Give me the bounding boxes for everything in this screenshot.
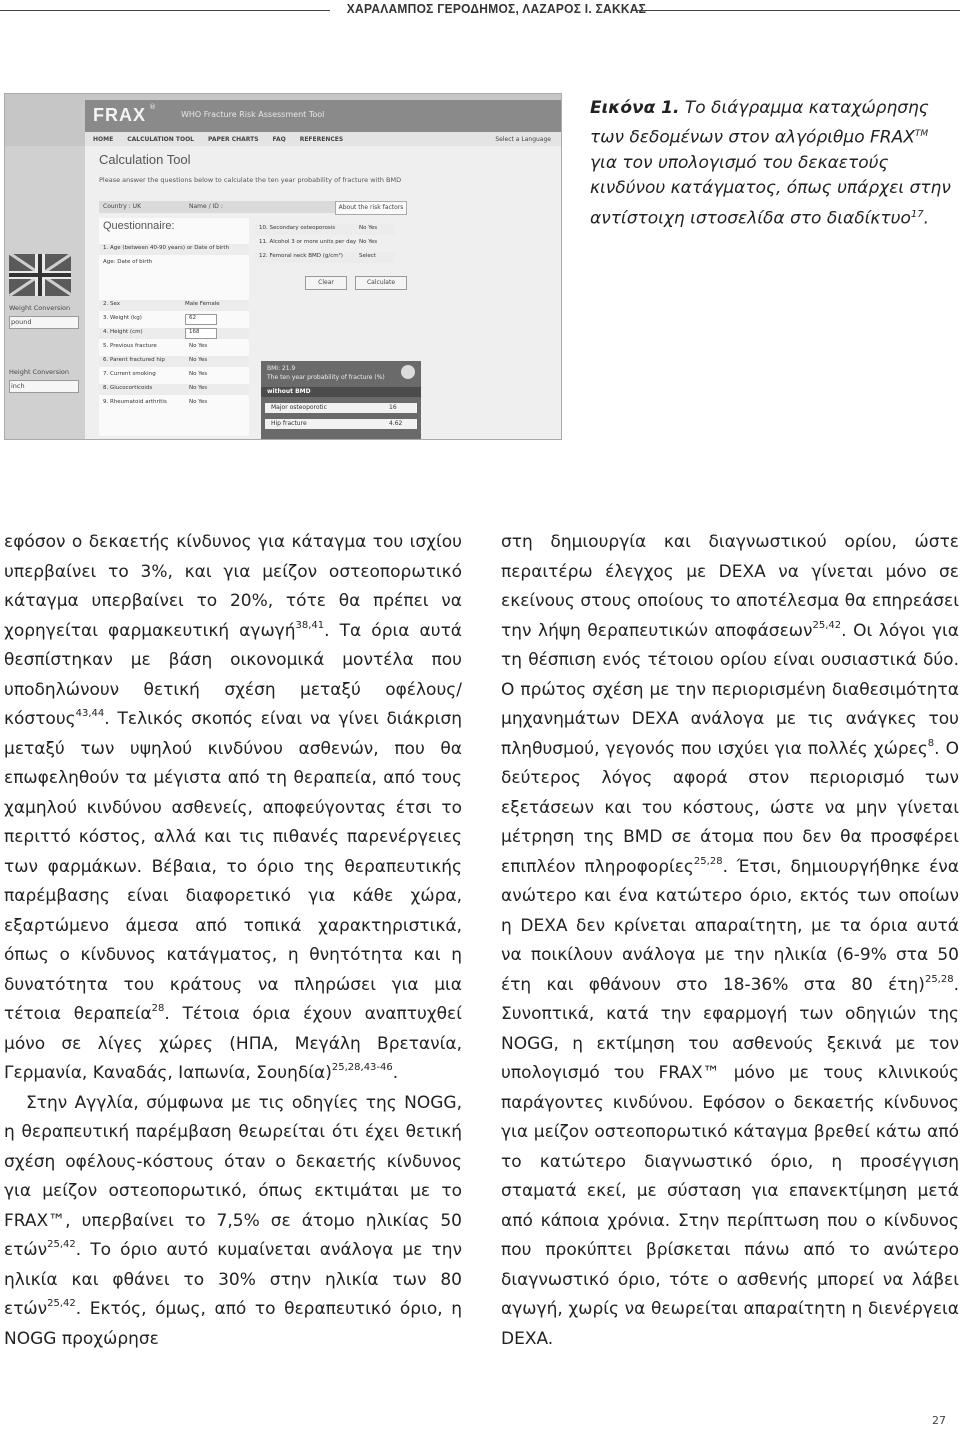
question-label: 4. Height (cm) [103, 329, 143, 335]
caption-label: Εικόνα 1. [590, 98, 680, 118]
gauge-icon [401, 365, 415, 379]
weight-conversion-label: Weight Conversion [9, 304, 71, 312]
question-label: 8. Glucocorticoids [103, 385, 153, 391]
question-label: 9. Rheumatoid arthritis [103, 399, 167, 405]
frax-logo: FRAX [93, 105, 146, 125]
frax-nav-faq: FAQ [272, 135, 286, 143]
caption-text: για τον υπολογισμό του δεκαετούς κινδύνου κατάγματος, όπως υπάρχει στην αντίστοιχη ιστοσελίδα στο διαδίκτυο [590, 152, 951, 229]
caption-end: . [923, 208, 929, 229]
paragraph-text: Στην Αγγλία, σύμφωνα με τις οδηγίες της NOGG, η θεραπευτική παρέμβαση θεωρείται ότι έχει θετική σχέση οφέλους-κόστους όταν ο δεκαετής κίνδυνος για μείζον οστεοπορωτικό, όπως εκτιμάται με το FRAX™, υπερβαίνει το 7,5% σε άτομο ηλικίας 50 ετών [4, 1092, 462, 1260]
question-label: 1. Age (between 40-90 years) or Date of birth [103, 245, 230, 251]
running-head-authors: ΧΑΡΑΛΑΜΠΟΣ ΓΕΡΟΔΗΜΟΣ, ΛΑΖΑΡΟΣ Ι. ΣΑΚΚΑΣ [346, 1, 647, 16]
question-row [255, 238, 395, 249]
question-options: No Yes [189, 385, 208, 391]
paragraph-text: . Το όριο αυτό κυμαίνεται ανάλογα με την ηλικία και φθάνει το 30% στην ηλικία των 80 ετών [4, 1240, 462, 1319]
paragraph-text: . Έτσι, δημιουργήθηκε ένα ανώτερο και ένα κατώτερο όριο, εκτός των οποίων η DEXA δεν κρίνεται απαραίτητη, με τα όρια αυτά να ποικίλουν ανάλογα με την ηλικία (6-9% στα 50 έτη και φθάνουν στο 18-36% στα 80 έτη) [501, 856, 959, 995]
frax-subtitle: WHO Fracture Risk Assessment Tool [181, 110, 325, 119]
figure-frax-screenshot [4, 93, 562, 440]
frax-header [85, 100, 561, 132]
result-row [265, 419, 417, 429]
question-label: 11. Alcohol 3 or more units per day [259, 239, 357, 245]
calculation-instructions: Please answer the questions below to calculate the ten year probability of fracture with BMD [99, 176, 402, 184]
citation: 25,42 [47, 1239, 76, 1250]
question-row [99, 370, 249, 381]
frax-main-panel [85, 146, 561, 439]
paragraph-text: . [392, 1063, 399, 1083]
paragraph-text: . Τα όρια αυτά θεσπίστηκαν με βάση οικονομικά μοντέλα που υποδηλώνουν θετική σχέση μεταξύ οφέλους/κόστους [4, 620, 463, 729]
uk-flag-icon [9, 254, 71, 296]
question-row [99, 342, 249, 353]
question-row [99, 258, 249, 269]
header-rule-right [632, 10, 960, 11]
question-label: 12. Femoral neck BMD (g/cm²) [259, 253, 343, 259]
paragraph [4, 1089, 462, 1355]
page-number: 27 [932, 1414, 946, 1427]
paragraph [501, 528, 959, 1354]
result-value: 4.62 [389, 420, 403, 427]
frax-nav [85, 132, 561, 146]
questionnaire-panel [99, 218, 249, 436]
paragraph-text: . Συνοπτικά, κατά την εφαρμογή των οδηγιών της NOGG, η εκτίμηση του ασθενούς ξεκινά με τον υπολογισμό του FRAX™ μόνο με τους κλινικούς παράγοντες κινδύνου. Εφόσον ο δεκαετής κίνδυνος για μείζον οστεοπορωτικό κάταγμα βρεθεί κάτω από το κατώτερο διαγνωστικό όριο, η προσέγγιση σταματά εκεί, με σύσταση για επανεκτίμηση μετά από κάποια χρόνια. Στην περίπτωση που ο κίνδυνος που προκύπτει βρίσκεται πάνω από το ανώτερο διαγνωστικό όριο, τότε ο ασθενής μπορεί να λάβει αγωγή, χωρίς να θεωρείται απαραίτητη η διενέργεια DEXA. [501, 974, 959, 1349]
result-row [265, 403, 417, 413]
question-row [99, 328, 249, 339]
question-options: No Yes [189, 357, 208, 363]
paragraph-text: εφόσον ο δεκαετής κίνδυνος για κάταγμα του ισχίου υπερβαίνει το 3%, και για μείζον οστεοπορωτικό κάταγμα υπερβαίνει το 20%, τότε θα πρέπει να χορηγείται φαρμακευτική αγωγή [4, 532, 462, 641]
calculate-button: Calculate [355, 276, 407, 290]
paragraph-text: . Οι λόγοι για τη θέσπιση ενός τέτοιου ορίου είναι ουσιαστικά δύο. Ο πρώτος σχέση με την περιορισμένη διαθεσιμότητα μηχανημάτων DEXA ανάλογα με τις ανάγκες του πληθυσμού, γεγονός που ισχύει για πολλές χώρες [501, 620, 959, 759]
question-row [99, 300, 249, 311]
height-value: 168 [189, 329, 200, 335]
caption-reference: 17 [910, 208, 924, 220]
weight-unit-label: pound [11, 318, 32, 326]
paragraph [4, 528, 462, 1089]
frax-language-select: Select a Language [495, 135, 551, 143]
citation: 25,42 [47, 1298, 76, 1309]
question-label: 7. Current smoking [103, 371, 156, 377]
height-unit-label: inch [11, 382, 25, 390]
question-row [99, 398, 249, 409]
caption-text: Το διάγραμμα καταχώρησης των δεδομένων στον αλγόριθμο FRAX [590, 98, 929, 148]
citation: 43,44 [75, 708, 105, 719]
citation: 25,28,43-46 [331, 1062, 393, 1073]
citation: 38,41 [295, 619, 325, 631]
body-column-right [501, 528, 959, 1354]
question-options: No Yes [189, 371, 208, 377]
result-label: Major osteoporotic [271, 404, 327, 411]
citation: 25,28 [693, 855, 723, 867]
question-label: 2. Sex [103, 301, 121, 307]
header-rule-left [0, 10, 330, 11]
question-row [255, 252, 395, 263]
about-risk-factors-button: About the risk factors [335, 201, 407, 215]
question-label: Age: Date of birth [103, 259, 153, 265]
name-id-label: Name / ID : [189, 203, 223, 210]
paragraph-text: . Τελικός σκοπός είναι να γίνει διάκριση μεταξύ των υψηλού κινδύνου ασθενών, που θα επωφεληθούν τα μέγιστα από τη θεραπεία, από τους χαμηλού κινδύνου ασθενείς, αποφεύγοντας έτσι το περιττό κόστος, αλλά και τις πιθανές παρενέργειες των φαρμάκων. Βέβαια, το όριο της θεραπευτικής παρέμβασης είναι διαφορετικό για κάθε χώρα, εξαρτώμενο άμεσα από τοπικά χαρακτηριστικά, όπως ο κίνδυνος κατάγματος, η θνητότητα και η δυνατότητα του κράτους να πληρώσει για μια τέτοια θεραπεία [4, 709, 462, 1024]
question-options: No Yes [359, 239, 378, 245]
figure-caption [590, 96, 960, 232]
body-column-left [4, 528, 462, 1354]
citation: 28 [151, 1003, 165, 1014]
frax-left-panel [5, 146, 85, 439]
frax-nav-paper-charts: PAPER CHARTS [208, 135, 259, 143]
questionnaire-title: Questionnaire: [103, 220, 175, 232]
weight-value: 62 [189, 315, 196, 321]
frax-nav-references: REFERENCES [299, 135, 344, 143]
question-label: 5. Previous fracture [103, 343, 157, 349]
result-heading: The ten year probability of fracture (%) [267, 374, 385, 381]
result-bmi: BMI: 21.9 [267, 365, 296, 372]
result-label: Hip fracture [271, 420, 307, 427]
frax-registered-mark: ® [149, 103, 156, 111]
question-row [99, 314, 249, 325]
paragraph-text: . Τέτοια όρια έχουν αναπτυχθεί μόνο σε λίγες χώρες (ΗΠΑ, Μεγάλη Βρετανία, Γερμανία, Καναδάς, Ιαπωνία, Σουηδία) [4, 1004, 462, 1083]
question-options: No Yes [189, 343, 208, 349]
citation: 25,42 [812, 619, 842, 631]
question-options: Male Female [185, 301, 220, 307]
clear-button: Clear [305, 276, 347, 290]
question-row [255, 224, 395, 235]
question-label: 3. Weight (kg) [103, 315, 142, 321]
caption-tm: TM [914, 128, 929, 139]
question-label: 10. Secondary osteoporosis [259, 225, 336, 231]
paragraph-text: . Εκτός, όμως, από το θεραπευτικό όριο, η NOGG προχώρησε [4, 1299, 462, 1349]
question-row [99, 384, 249, 395]
question-options: No Yes [359, 225, 378, 231]
height-conversion-label: Height Conversion [9, 368, 69, 376]
result-subheading: without BMD [261, 387, 421, 397]
question-options: No Yes [189, 399, 208, 405]
result-panel [261, 361, 421, 439]
running-head [0, 0, 960, 40]
question-label: 6. Parent fractured hip [103, 357, 165, 363]
paragraph-text: στη δημιουργία και διαγνωστικού ορίου, ώστε περαιτέρω έλεγχος με DEXA να γίνεται μόνο σε εκείνους στους οποίους το αποτέλεσμα θα επηρεάσει την λήψη θεραπευτικών αποφάσεων [501, 532, 959, 641]
question-row [99, 244, 249, 255]
frax-nav-calculation-tool: CALCULATION TOOL [127, 135, 195, 143]
paragraph-text: . Ο δεύτερος λόγος αφορά στον περιορισμό των εξετάσεων και του κόστους, ώστε να μην γίνεται μέτρηση της BMD σε άτομα που δεν θα προσφέρει επιπλέον πληροφορίες [501, 738, 959, 877]
question-row [99, 356, 249, 367]
result-value: 16 [389, 404, 397, 411]
question-options: Select [359, 253, 376, 259]
citation: 8 [927, 737, 935, 749]
citation: 25,28 [924, 973, 954, 985]
country-label: Country : UK [103, 203, 141, 210]
frax-nav-home: HOME [93, 135, 114, 143]
calculation-tool-title: Calculation Tool [99, 152, 191, 167]
